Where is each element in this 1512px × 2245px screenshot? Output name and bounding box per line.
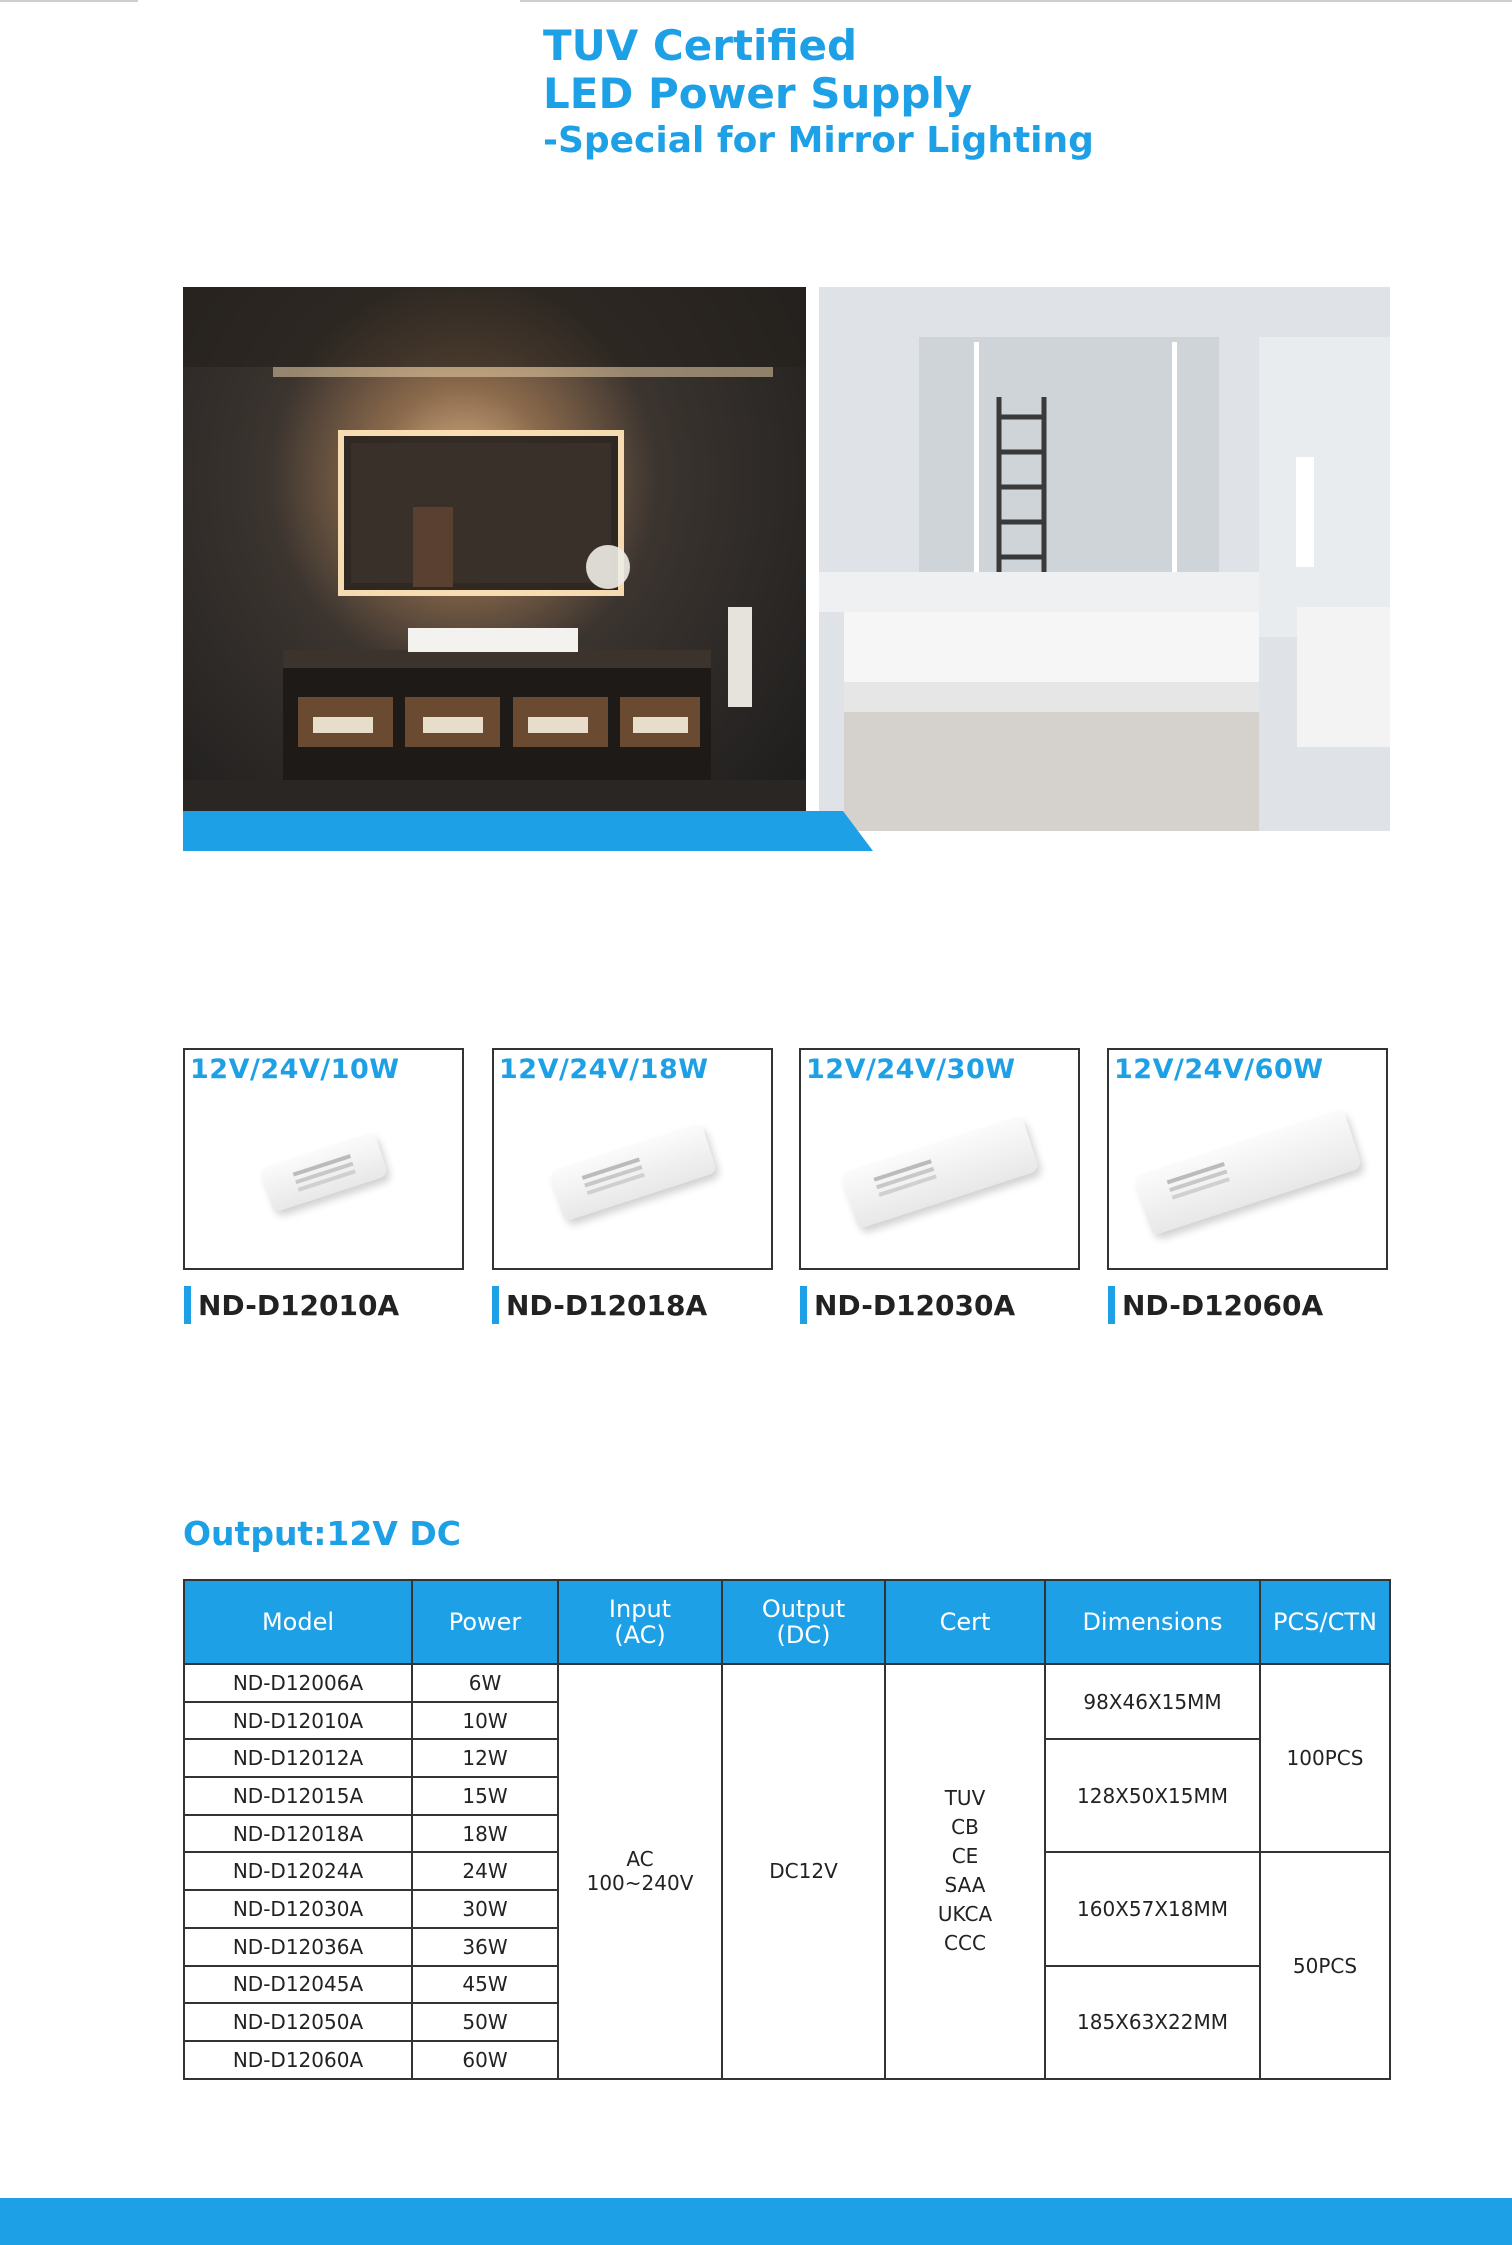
header-power: Power xyxy=(412,1580,558,1664)
product-model: ND-D12010A xyxy=(198,1288,400,1322)
cell-model: ND-D12015A xyxy=(184,1777,412,1815)
product-model-label xyxy=(492,1286,707,1324)
product-card xyxy=(799,1048,1080,1270)
accent-marker xyxy=(492,1286,499,1324)
product-card xyxy=(492,1048,773,1270)
cell-dimensions: 185X63X22MM xyxy=(1045,1966,1260,2079)
cell-dimensions: 128X50X15MM xyxy=(1045,1739,1260,1852)
footer-accent-bar xyxy=(0,2198,1512,2245)
cell-output: DC12V xyxy=(722,1664,885,2079)
cell-model: ND-D12018A xyxy=(184,1815,412,1853)
header-cert: Cert xyxy=(885,1580,1045,1664)
product-card xyxy=(1107,1048,1388,1270)
title-line-1: TUV Certified xyxy=(543,21,858,70)
title-line-2: LED Power Supply xyxy=(543,69,973,118)
product-spec: 12V/24V/18W xyxy=(499,1054,709,1085)
cert-item: CB xyxy=(951,1815,979,1840)
product-model: ND-D12018A xyxy=(506,1288,708,1322)
product-model-label xyxy=(1108,1286,1323,1324)
header-input-line1: Input xyxy=(608,1595,672,1623)
cell-input xyxy=(558,1664,722,2079)
page-title xyxy=(543,22,1094,164)
header-output-line2: (DC) xyxy=(776,1621,831,1649)
cell-model: ND-D12036A xyxy=(184,1928,412,1966)
product-spec: 12V/24V/60W xyxy=(1114,1054,1324,1085)
header-output xyxy=(722,1580,885,1664)
cell-model: ND-D12006A xyxy=(184,1664,412,1702)
photo-white-bathroom xyxy=(819,287,1390,831)
cell-pcs: 50PCS xyxy=(1260,1852,1390,2078)
cert-item: UKCA xyxy=(937,1902,993,1927)
product-model: ND-D12030A xyxy=(814,1288,1016,1322)
cell-power: 30W xyxy=(412,1890,558,1928)
cert-item: CCC xyxy=(944,1931,986,1956)
cell-power: 60W xyxy=(412,2041,558,2079)
top-rule-right xyxy=(520,0,1512,2)
table-header-row xyxy=(184,1580,1390,1664)
cert-item: TUV xyxy=(944,1786,986,1811)
cell-model: ND-D12060A xyxy=(184,2041,412,2079)
cell-cert xyxy=(885,1664,1045,2079)
accent-marker xyxy=(184,1286,191,1324)
cell-power: 36W xyxy=(412,1928,558,1966)
accent-marker xyxy=(800,1286,807,1324)
header-pcs-ctn: PCS/CTN xyxy=(1260,1580,1390,1664)
product-model: ND-D12060A xyxy=(1122,1288,1324,1322)
cell-power: 15W xyxy=(412,1777,558,1815)
product-model-label xyxy=(184,1286,399,1324)
table-title: Output:12V DC xyxy=(183,1514,461,1553)
cell-dimensions: 98X46X15MM xyxy=(1045,1664,1260,1739)
cell-power: 45W xyxy=(412,1966,558,2004)
accent-marker xyxy=(1108,1286,1115,1324)
top-rule-left xyxy=(0,0,138,2)
cert-item: CE xyxy=(951,1844,979,1869)
cell-model: ND-D12030A xyxy=(184,1890,412,1928)
hero-divider xyxy=(806,287,819,831)
cell-power: 50W xyxy=(412,2003,558,2041)
product-spec: 12V/24V/10W xyxy=(190,1054,400,1085)
cell-model: ND-D12012A xyxy=(184,1739,412,1777)
title-line-3: -Special for Mirror Lighting xyxy=(543,120,1094,161)
cert-item: SAA xyxy=(944,1873,986,1898)
table-row xyxy=(184,1664,1390,1702)
header-output-line1: Output xyxy=(761,1595,846,1623)
power-supply-image xyxy=(1133,1109,1361,1236)
product-model-label xyxy=(800,1286,1015,1324)
power-supply-image xyxy=(259,1132,387,1213)
spec-table xyxy=(183,1579,1391,2080)
cell-model: ND-D12050A xyxy=(184,2003,412,2041)
header-model: Model xyxy=(184,1580,412,1664)
cell-power: 18W xyxy=(412,1815,558,1853)
input-range: 100~240V xyxy=(586,1871,694,1896)
cell-model: ND-D12024A xyxy=(184,1852,412,1890)
product-card xyxy=(183,1048,464,1270)
cell-power: 6W xyxy=(412,1664,558,1702)
hero-accent-bar xyxy=(183,811,873,851)
input-type: AC xyxy=(626,1847,654,1872)
hero-banner xyxy=(183,287,1390,851)
power-supply-image xyxy=(548,1123,716,1222)
photo-dark-bathroom xyxy=(183,287,806,831)
cell-pcs: 100PCS xyxy=(1260,1664,1390,1852)
header-dimensions: Dimensions xyxy=(1045,1580,1260,1664)
cell-model: ND-D12045A xyxy=(184,1966,412,2004)
cell-dimensions: 160X57X18MM xyxy=(1045,1852,1260,1965)
header-input xyxy=(558,1580,722,1664)
cell-power: 12W xyxy=(412,1739,558,1777)
cell-power: 10W xyxy=(412,1702,558,1740)
power-supply-image xyxy=(840,1115,1039,1229)
header-input-line2: (AC) xyxy=(614,1621,666,1649)
cell-model: ND-D12010A xyxy=(184,1702,412,1740)
cell-power: 24W xyxy=(412,1852,558,1890)
product-spec: 12V/24V/30W xyxy=(806,1054,1016,1085)
